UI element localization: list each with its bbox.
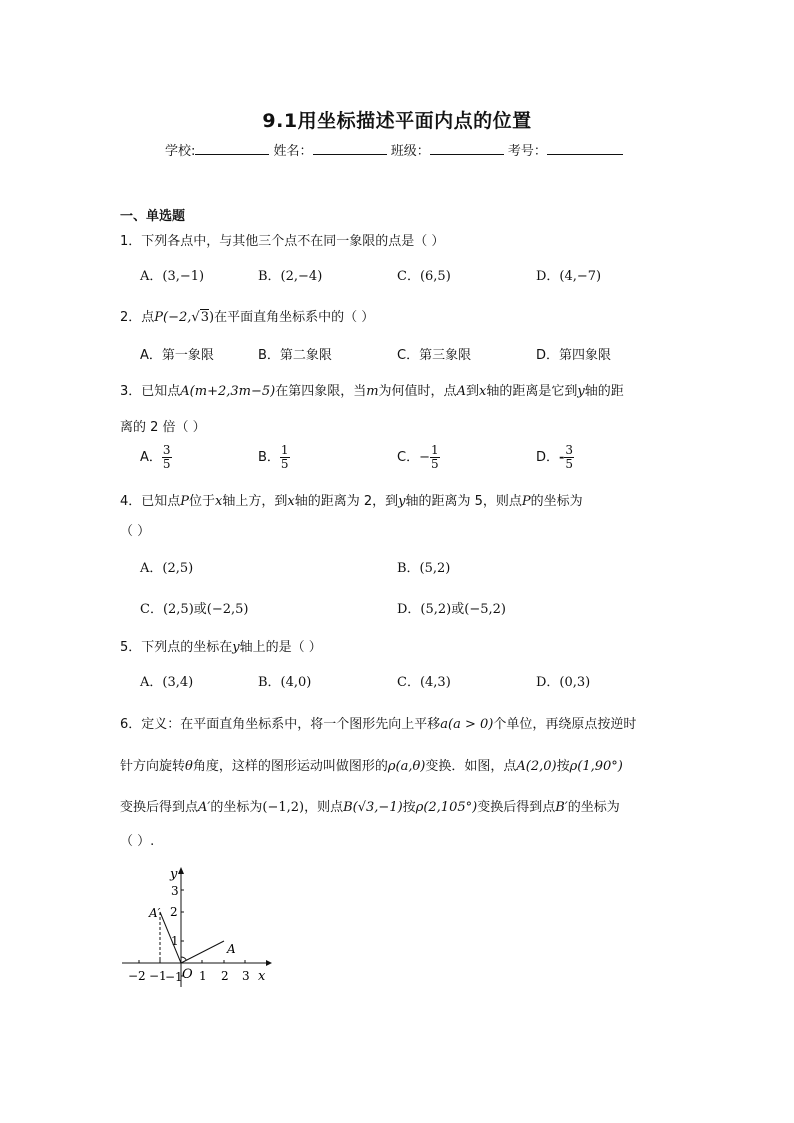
coordinate-figure	[120, 862, 280, 992]
name-label: 姓名：	[273, 144, 313, 159]
question-1-option-b[interactable]: B．(2,−4)	[258, 269, 323, 284]
x-axis-arrow	[266, 960, 272, 966]
segment-o-a	[181, 941, 224, 963]
question-5-option-c[interactable]: C．(4,3)	[397, 675, 451, 690]
x-tick-label: −1	[149, 969, 167, 983]
point-a-label: A	[227, 942, 236, 956]
student-info-line	[165, 140, 623, 159]
question-2-option-d[interactable]: D．第四象限	[536, 348, 612, 363]
question-3-option-a[interactable]: A． $\frac{3}{5}$	[140, 443, 171, 471]
question-2-option-b[interactable]: B．第二象限	[258, 348, 332, 363]
class-label: 班级：	[390, 144, 430, 159]
y-axis-label: y	[170, 867, 178, 882]
question-3-option-b[interactable]: B． $\frac{1}{5}$	[258, 443, 289, 471]
page-title: 9.1用坐标描述平面内点的位置	[262, 110, 532, 132]
angle-arc	[181, 957, 187, 961]
origin-label: O	[182, 967, 193, 982]
question-4-option-a[interactable]: A．(2,5)	[140, 561, 194, 576]
question-6-stem-line4: （ ）.	[120, 834, 155, 849]
question-6-stem-line1: 6．定义：在平面直角坐标系中，将一个图形先向上平移a(a > 0)个单位，再绕原点按逆时	[120, 717, 637, 732]
y-tick-label: −1	[165, 970, 183, 984]
question-5-option-a[interactable]: A．(3,4)	[140, 675, 194, 690]
question-4-option-c[interactable]: C．(2,5)或(−2,5)	[140, 602, 249, 617]
question-3-option-c[interactable]: C．− $\frac{1}{5}$	[397, 443, 439, 471]
question-4-option-b[interactable]: B．(5,2)	[397, 561, 451, 576]
question-1-stem: 1．下列各点中，与其他三个点不在同一象限的点是（ ）	[120, 234, 445, 249]
y-tick-label: 3	[171, 884, 179, 898]
class-blank[interactable]	[430, 142, 504, 155]
question-2-option-c[interactable]: C．第三象限	[397, 348, 472, 363]
x-tick-label: −2	[128, 969, 146, 983]
question-3-stem-line2: 离的 2 倍（ ）	[120, 420, 206, 435]
question-2-option-a[interactable]: A．第一象限	[140, 348, 214, 363]
x-tick-label: 1	[199, 969, 207, 983]
question-6-stem-line3: 变换后得到点A′的坐标为(−1,2)，则点B(√3,−1)按ρ(2,105°)变换后得到点B′的坐标为	[120, 800, 620, 815]
question-2-stem: 2．点P(−2,√3)在平面直角坐标系中的（ ）	[120, 310, 375, 325]
question-3-option-d[interactable]: D．- $\frac{3}{5}$	[536, 443, 574, 471]
question-5-stem: 5．下列点的坐标在y轴上的是（ ）	[120, 640, 322, 655]
y-tick-label: 2	[170, 905, 178, 919]
exam-no-blank[interactable]	[547, 142, 623, 155]
question-4-stem-line2: （ ）	[120, 524, 151, 539]
y-axis-arrow	[178, 867, 184, 874]
x-tick-label: 2	[221, 969, 229, 983]
question-1-option-a[interactable]: A．(3,−1)	[140, 269, 205, 284]
school-blank[interactable]	[195, 142, 269, 155]
school-label: 学校:	[165, 144, 196, 159]
point-aprime-label: A′	[149, 906, 161, 920]
name-blank[interactable]	[313, 142, 387, 155]
y-tick-label: 1	[171, 934, 179, 948]
x-axis-label: x	[258, 969, 266, 984]
question-1-option-c[interactable]: C．(6,5)	[397, 269, 451, 284]
exam-no-label: 考号：	[507, 144, 547, 159]
x-tick-label: 3	[242, 969, 250, 983]
question-4-stem-line1: 4．已知点P位于x轴上方，到x轴的距离为 2，到y轴的距离为 5，则点P的坐标为	[120, 494, 583, 509]
question-4-option-d[interactable]: D．(5,2)或(−5,2)	[397, 602, 506, 617]
question-6-stem-line2: 针方向旋转θ角度，这样的图形运动叫做图形的ρ(a,θ)变换．如图，点A(2,0)按ρ(1,90°)	[120, 759, 623, 774]
question-1-option-d[interactable]: D．(4,−7)	[536, 269, 602, 284]
section-title: 一、单选题	[120, 209, 186, 224]
question-5-option-b[interactable]: B．(4,0)	[258, 675, 312, 690]
question-3-stem-line1: 3．已知点A(m+2,3m−5)在第四象限，当m为何值时，点A到x轴的距离是它到y轴的距	[120, 384, 624, 399]
question-5-option-d[interactable]: D．(0,3)	[536, 675, 591, 690]
